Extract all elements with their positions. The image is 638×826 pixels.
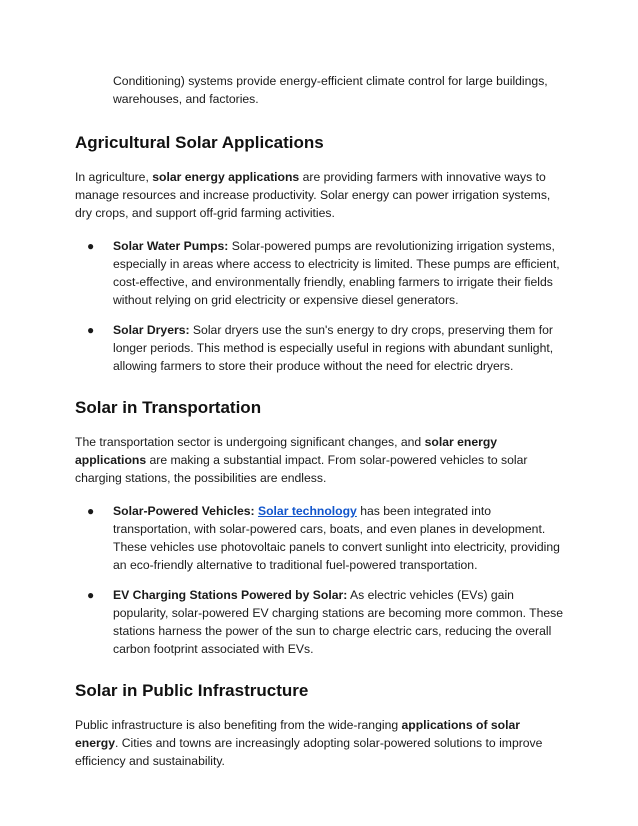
intro-text: . Cities and towns are increasingly adopting solar-powered solutions to improve efficiency and sustainability. xyxy=(75,736,543,768)
solar-technology-link[interactable]: Solar technology xyxy=(257,504,357,518)
section-heading-agricultural: Agricultural Solar Applications xyxy=(75,133,324,152)
bullet-title: Solar Dryers: xyxy=(113,323,190,337)
bullet-title: Solar-Powered Vehicles: xyxy=(113,504,255,518)
bullet-text: As electric vehicles (EVs) gain popularity, solar-powered EV charging stations are becoming more common. These stations harness the power of the sun to charge electric cars, reducing the overall carbon footprint associated with EVs. xyxy=(113,588,564,656)
continuation-paragraph: Conditioning) systems provide energy-efficient climate control for large buildings, warehouses, and factories. xyxy=(113,74,548,106)
intro-text: Public infrastructure is also benefiting from the wide-ranging xyxy=(75,718,402,732)
bullet-text: Solar dryers use the sun's energy to dry crops, preserving them for longer periods. This method is especially useful in regions with abundant sunlight, allowing farmers to store their produce without the need for electric dryers. xyxy=(113,323,554,373)
section-intro-public-infrastructure xyxy=(75,716,565,770)
list-item xyxy=(75,237,565,309)
list-item xyxy=(75,502,565,574)
section-heading-public-infrastructure: Solar in Public Infrastructure xyxy=(75,681,309,700)
section-intro-transportation xyxy=(75,433,565,487)
intro-bold-text: applications of solar energy xyxy=(75,718,521,750)
intro-bold-text: solar energy applications xyxy=(75,435,498,467)
bullet-icon: ● xyxy=(87,323,95,337)
bullet-text: Solar-powered pumps are revolutionizing irrigation systems, especially in areas where access to electricity is limited. These pumps are efficient, cost-effective, and environmentally friendly, enabling farmers to irrigate their fields without relying on grid electricity or expensive diesel generators. xyxy=(113,239,560,307)
list-item xyxy=(75,586,565,658)
intro-text: are making a substantial impact. From solar-powered vehicles to solar charging stations, the possibilities are endless. xyxy=(75,453,528,485)
bullet-title: EV Charging Stations Powered by Solar: xyxy=(113,588,348,602)
bullet-icon: ● xyxy=(87,588,95,602)
intro-text: are providing farmers with innovative ways to manage resources and increase productivity. Solar energy can power irrigation systems, dry crops, and support off-grid farming activities. xyxy=(75,170,551,220)
intro-text: In agriculture, xyxy=(75,170,153,184)
bullet-icon: ● xyxy=(87,504,95,518)
section-intro-agricultural xyxy=(75,168,565,222)
bullet-list-transportation xyxy=(75,502,565,658)
bullet-icon: ● xyxy=(87,239,95,253)
document-content xyxy=(75,72,565,770)
intro-text: The transportation sector is undergoing significant changes, and xyxy=(75,435,425,449)
bullet-list-agricultural xyxy=(75,237,565,375)
bullet-title: Solar Water Pumps: xyxy=(113,239,229,253)
section-heading-transportation: Solar in Transportation xyxy=(75,398,262,417)
intro-bold-text: solar energy applications xyxy=(152,170,300,184)
bullet-text: has been integrated into transportation, with solar-powered cars, boats, and even planes in development. These vehicles use photovoltaic panels to convert sunlight into electricity, providing an eco-friendly alternative to traditional fuel-powered transportation. xyxy=(113,504,560,572)
list-item xyxy=(75,321,565,375)
